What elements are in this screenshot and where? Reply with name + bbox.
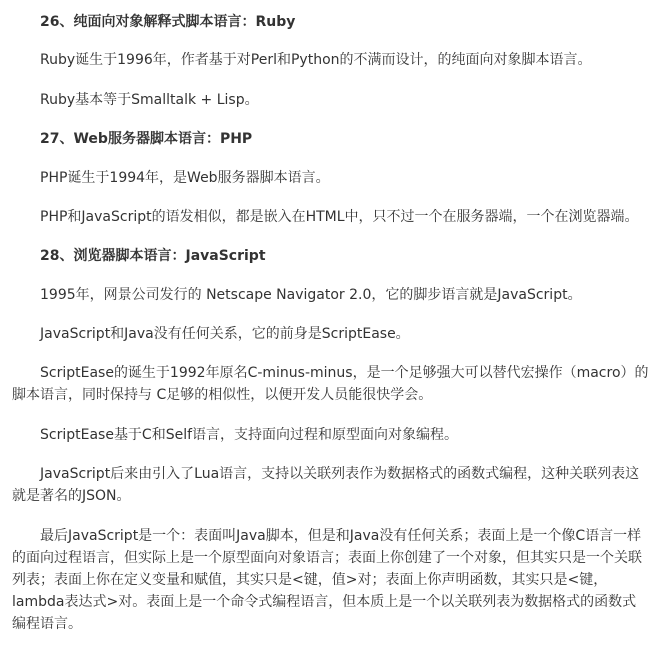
paragraph-js-summary-line-2: 的面向过程语言，但实际上是一个原型面向对象语言；表面上你创建了一个对象，但其实只是一个关联 <box>12 550 642 566</box>
paragraph-scriptease-origin-line-2: 脚本语言，同时保持与 C足够的相似性，以便开发人员能很快学会。 <box>12 387 433 403</box>
paragraph-scriptease-origin-line-1: ScriptEase的诞生于1992年原名C-minus-minus，是一个足够强大可以替代宏操作（macro）的 <box>40 365 649 381</box>
paragraph-php-origin: PHP诞生于1994年，是Web服务器脚本语言。 <box>40 170 330 186</box>
section-heading-ruby: 26、纯面向对象解释式脚本语言：Ruby <box>40 14 296 30</box>
paragraph-ruby-formula: Ruby基本等于Smalltalk + Lisp。 <box>40 92 259 108</box>
paragraph-js-summary-line-1: 最后JavaScript是一个：表面叫Java脚本，但是和Java没有任何关系；表面上是一个像C语言一样 <box>40 528 642 544</box>
paragraph-js-java-relation: JavaScript和Java没有任何关系，它的前身是ScriptEase。 <box>40 326 410 342</box>
section-heading-javascript: 28、浏览器脚本语言：JavaScript <box>40 248 266 264</box>
paragraph-js-summary-line-3: 列表；表面上你在定义变量和赋值，其实只是<键，值>对；表面上你声明函数，其实只是<键， <box>12 572 608 588</box>
paragraph-scriptease-basis: ScriptEase基于C和Self语言，支持面向过程和原型面向对象编程。 <box>40 427 459 443</box>
paragraph-js-netscape: 1995年，网景公司发行的 Netscape Navigator 2.0，它的脚步语言就是JavaScript。 <box>40 287 582 303</box>
paragraph-js-summary-line-4: lambda表达式>对。表面上是一个命令式编程语言，但本质上是一个以关联列表为数据格式的函数式 <box>12 594 637 610</box>
paragraph-ruby-origin: Ruby诞生于1996年，作者基于对Perl和Python的不满而设计，的纯面向对象脚本语言。 <box>40 52 592 68</box>
paragraph-js-lua-line-2: 就是著名的JSON。 <box>12 488 131 504</box>
section-heading-php: 27、Web服务器脚本语言：PHP <box>40 131 253 147</box>
paragraph-php-compare: PHP和JavaScript的语发相似，都是嵌入在HTML中，只不过一个在服务器端，一个在浏览器端。 <box>40 209 639 225</box>
paragraph-js-lua-line-1: JavaScript后来由引入了Lua语言，支持以关联列表作为数据格式的函数式编程，这种关联列表这 <box>40 466 640 482</box>
paragraph-js-summary-line-5: 编程语言。 <box>12 616 82 632</box>
